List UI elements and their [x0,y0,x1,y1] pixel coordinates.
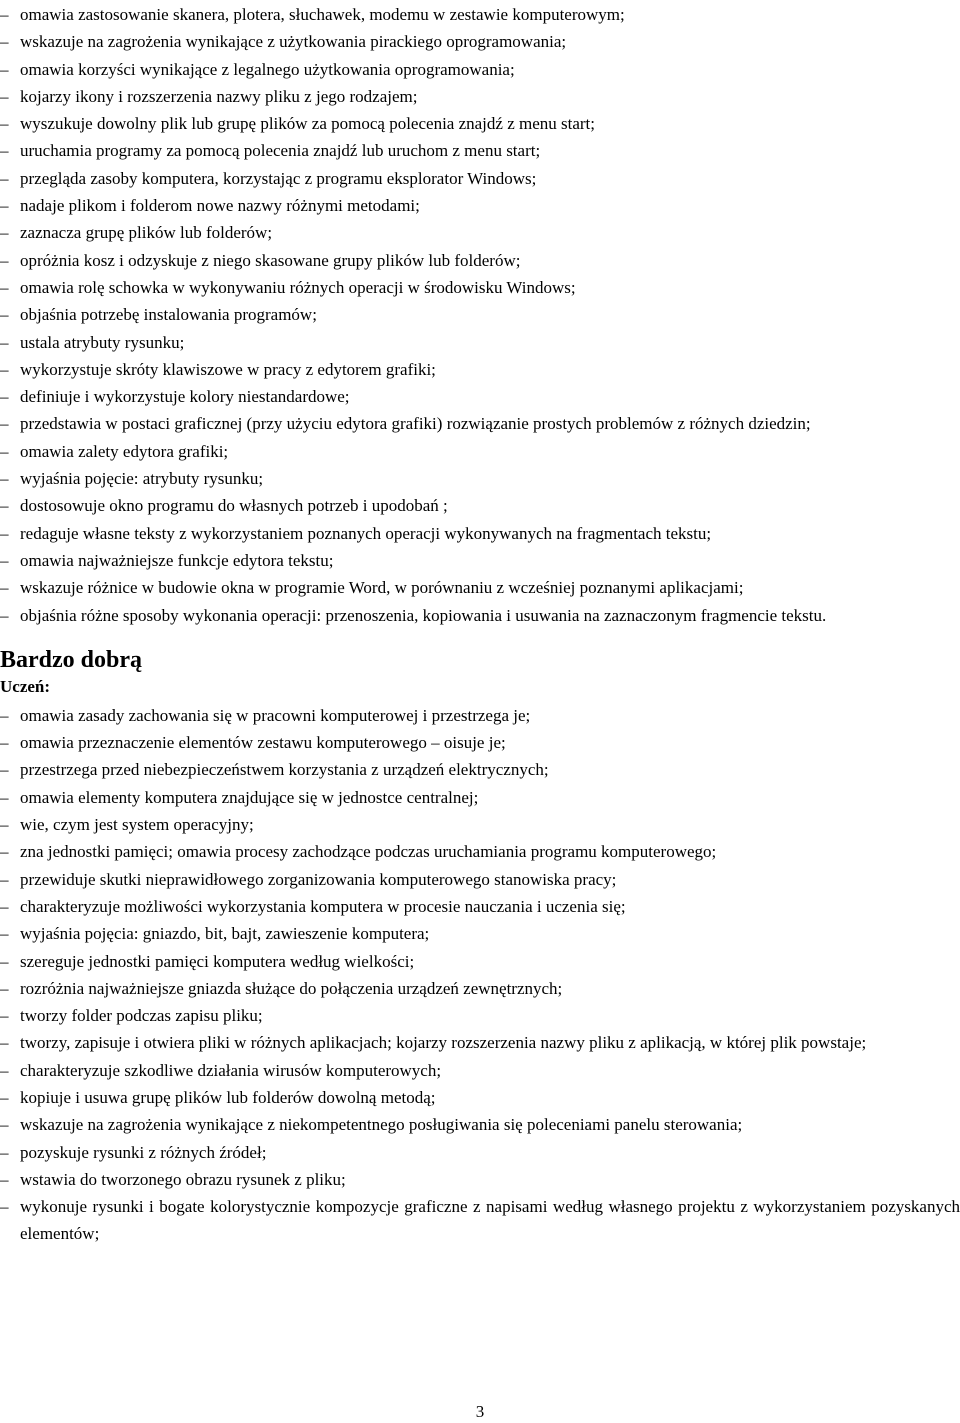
list-item-text: charakteryzuje możliwości wykorzystania komputera w procesie nauczania i uczenia się; [20,896,626,916]
list-item-text: szereguje jednostki pamięci komputera według wielkości; [20,951,415,971]
list-item [0,274,960,301]
list-item-text: rozróżnia najważniejsze gniazda służące do połączenia urządzeń zewnętrznych; [20,978,563,998]
list-item-text: zaznacza grupę plików lub folderów; [20,223,273,243]
list-item-text: wykonuje rysunki i bogate kolorystycznie kompozycje graficzne z napisami według własnego projektu z wykorzystaniem pozyskanych elementów; [20,1197,960,1244]
dash-bullet: – [0,441,9,461]
list-item-text: wie, czym jest system operacyjny; [20,815,254,835]
dash-bullet: – [0,787,9,807]
list-item [0,28,960,55]
dash-bullet: – [0,815,9,835]
dash-bullet: – [0,924,9,944]
list-item [0,520,960,547]
list-item [0,1084,960,1111]
list-item [0,137,960,164]
dash-bullet: – [0,705,9,725]
dash-bullet: – [0,250,9,270]
dash-bullet: – [0,550,9,570]
dash-bullet: – [0,760,9,780]
dash-bullet: – [0,1142,9,1162]
list-item-text: omawia zastosowanie skanera, plotera, słuchawek, modemu w zestawie komputerowym; [20,5,625,24]
dash-bullet: – [0,168,9,188]
dash-bullet: – [0,387,9,407]
list-item [0,838,960,865]
dash-bullet: – [0,414,9,434]
list-item [0,1,960,28]
list-item-text: wskazuje na zagrożenia wynikające z niekompetentnego posługiwania się poleceniami panelu sterowania; [20,1115,743,1135]
list-item [0,165,960,192]
list-item [0,975,960,1002]
dash-bullet: – [0,223,9,243]
list-item [0,438,960,465]
list-item [0,893,960,920]
list-item [0,702,960,729]
list-item-text: pozyskuje rysunki z różnych źródeł; [20,1142,267,1162]
list-item [0,866,960,893]
list-item [0,192,960,219]
dash-bullet: – [0,496,9,516]
list-item [0,1029,960,1056]
dash-bullet: – [0,896,9,916]
list-item [0,219,960,246]
dash-bullet: – [0,951,9,971]
list-item-text: przestrzega przed niebezpieczeństwem korzystania z urządzeń elektrycznych; [20,760,549,780]
list-item [0,1111,960,1138]
list-item [0,329,960,356]
list-item [0,83,960,110]
list-item [0,247,960,274]
grade-heading: Bardzo dobrą [0,646,143,673]
list-item [0,784,960,811]
list-item-text: charakteryzuje szkodliwe działania wirusów komputerowych; [20,1060,442,1080]
list-item-text: tworzy folder podczas zapisu pliku; [20,1006,263,1026]
list-item [0,811,960,838]
list-item [0,492,960,519]
list-item-text: omawia najważniejsze funkcje edytora tekstu; [20,550,334,570]
list-item-text: wyjaśnia pojęcia: gniazdo, bit, bajt, zawieszenie komputera; [20,924,430,944]
dash-bullet: – [0,523,9,543]
list-item [0,56,960,83]
dash-bullet: – [0,32,9,52]
list-item-text: omawia zalety edytora grafiki; [20,441,229,461]
dash-bullet: – [0,196,9,216]
requirements-list-previous-grade [0,1,960,629]
dash-bullet: – [0,5,9,24]
list-item-text: uruchamia programy za pomocą polecenia znajdź lub uruchom z menu start; [20,141,541,161]
dash-bullet: – [0,59,9,79]
list-item-text: omawia przeznaczenie elementów zestawu komputerowego – oisuje je; [20,733,506,753]
dash-bullet: – [0,305,9,325]
dash-bullet: – [0,1006,9,1026]
page-number: 3 [475,1402,485,1421]
dash-bullet: – [0,869,9,889]
dash-bullet: – [0,605,9,625]
list-item-text: wyszukuje dowolny plik lub grupę plików za pomocą polecenia znajdź z menu start; [20,114,596,134]
requirements-list-very-good [0,702,960,1248]
list-item-text: przedstawia w postaci graficznej (przy użyciu edytora grafiki) rozwiązanie prostych problemów z różnych dziedzin; [20,414,811,434]
dash-bullet: – [0,469,9,489]
list-item-text: redaguje własne teksty z wykorzystaniem poznanych operacji wykonywanych na fragmentach tekstu; [20,523,712,543]
list-item-text: wykorzystuje skróty klawiszowe w pracy z edytorem grafiki; [20,359,436,379]
list-item-text: ustala atrybuty rysunku; [20,332,185,352]
list-item-text: omawia zasady zachowania się w pracowni komputerowej i przestrzega je; [20,705,531,725]
list-item-text: nadaje plikom i folderom nowe nazwy różnymi metodami; [20,196,420,216]
dash-bullet: – [0,1115,9,1135]
list-item-text: objaśnia różne sposoby wykonania operacji: przenoszenia, kopiowania i usuwania na zaznaczonym fragmencie tekstu. [20,605,827,625]
list-item [0,356,960,383]
dash-bullet: – [0,114,9,134]
list-item-text: wskazuje na zagrożenia wynikające z użytkowania pirackiego oprogramowania; [20,32,567,52]
list-item-text: dostosowuje okno programu do własnych potrzeb i upodobań ; [20,496,448,516]
dash-bullet: – [0,1060,9,1080]
list-item-text: omawia elementy komputera znajdujące się w jednostce centralnej; [20,787,479,807]
dash-bullet: – [0,277,9,297]
list-item-text: omawia rolę schowka w wykonywaniu różnych operacji w środowisku Windows; [20,277,576,297]
dash-bullet: – [0,1197,9,1217]
list-item-text: omawia korzyści wynikające z legalnego użytkowania oprogramowania; [20,59,515,79]
list-item [0,383,960,410]
list-item [0,1057,960,1084]
list-item-text: przegląda zasoby komputera, korzystając z programu eksplorator Windows; [20,168,537,188]
dash-bullet: – [0,141,9,161]
list-item [0,574,960,601]
list-item [0,410,960,437]
dash-bullet: – [0,359,9,379]
student-subheading: Uczeń: [0,676,51,696]
dash-bullet: – [0,332,9,352]
list-item-text: kopiuje i usuwa grupę plików lub folderów dowolną metodą; [20,1087,436,1107]
list-item [0,110,960,137]
dash-bullet: – [0,1169,9,1189]
list-item [0,1002,960,1029]
list-item-text: opróżnia kosz i odzyskuje z niego skasowane grupy plików lub folderów; [20,250,521,270]
list-item-text: tworzy, zapisuje i otwiera pliki w różnych aplikacjach; kojarzy rozszerzenia nazwy pliku z aplikacją, w której plik powstaje; [20,1033,867,1053]
list-item [0,756,960,783]
list-item [0,465,960,492]
dash-bullet: – [0,578,9,598]
list-item [0,1166,960,1193]
list-item [0,948,960,975]
list-item-text: przewiduje skutki nieprawidłowego zorganizowania komputerowego stanowiska pracy; [20,869,617,889]
list-item [0,1193,960,1248]
list-item [0,729,960,756]
dash-bullet: – [0,86,9,106]
list-item [0,1139,960,1166]
list-item [0,920,960,947]
dash-bullet: – [0,1087,9,1107]
list-item-text: wyjaśnia pojęcie: atrybuty rysunku; [20,469,264,489]
list-item-text: objaśnia potrzebę instalowania programów; [20,305,317,325]
dash-bullet: – [0,978,9,998]
list-item [0,602,960,629]
dash-bullet: – [0,1033,9,1053]
list-item-text: wstawia do tworzonego obrazu rysunek z pliku; [20,1169,346,1189]
dash-bullet: – [0,842,9,862]
dash-bullet: – [0,733,9,753]
list-item [0,547,960,574]
list-item-text: kojarzy ikony i rozszerzenia nazwy pliku z jego rodzajem; [20,86,418,106]
list-item-text: zna jednostki pamięci; omawia procesy zachodzące podczas uruchamiania programu komputerowego; [20,842,717,862]
list-item-text: definiuje i wykorzystuje kolory niestandardowe; [20,387,350,407]
list-item-text: wskazuje różnice w budowie okna w programie Word, w porównaniu z wcześniej poznanymi aplikacjami; [20,578,744,598]
list-item [0,301,960,328]
